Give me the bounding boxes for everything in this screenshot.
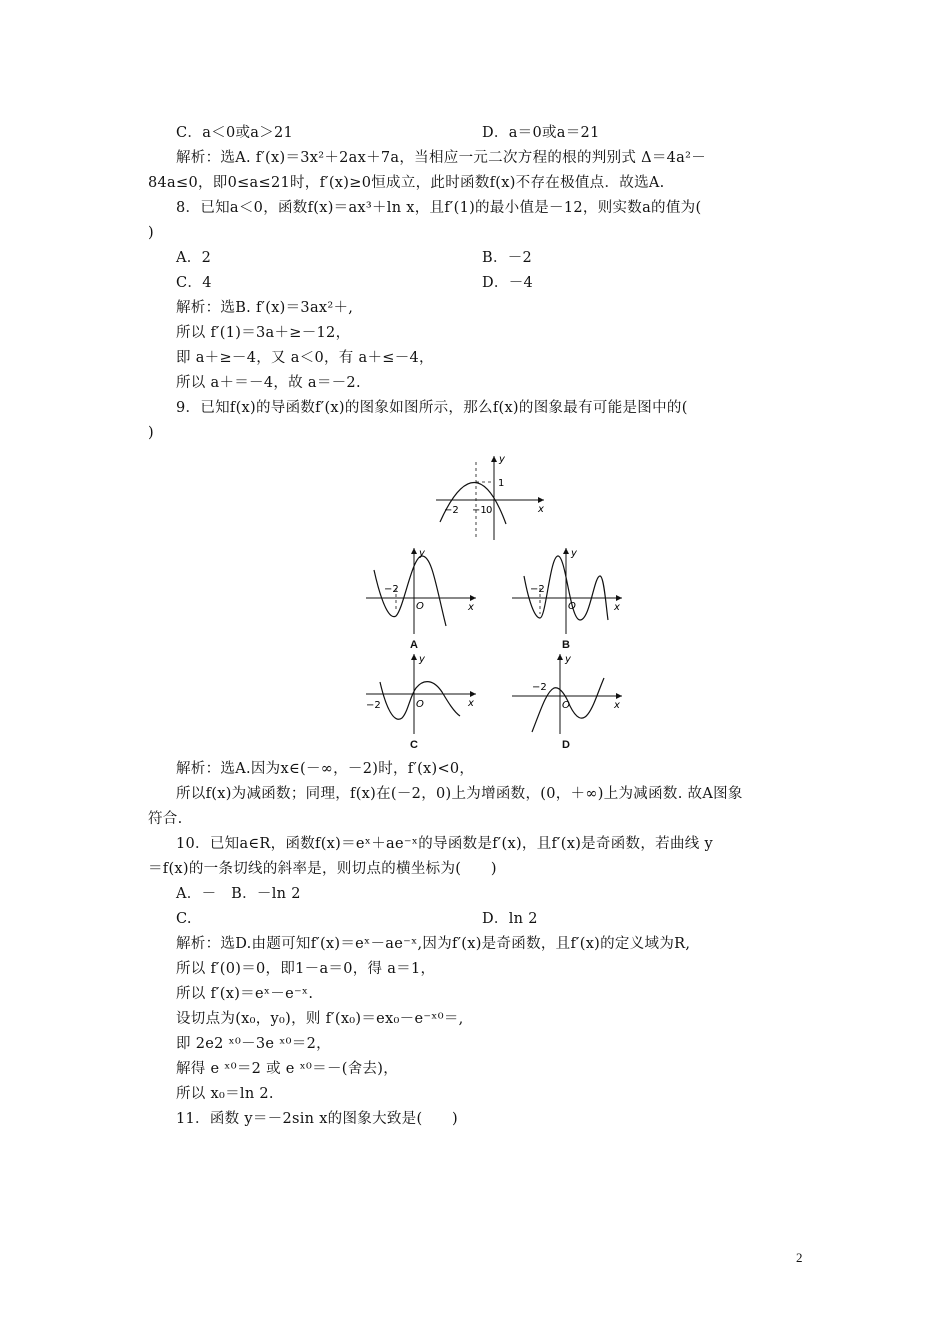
option-b-caption: B [562,639,570,651]
q8-option-b: B．－2 [482,250,533,266]
q10-answer-line-2: 所以 f′(0)＝0，即1－a＝0，得 a＝1， [176,961,436,977]
option-d-caption: D [562,739,570,751]
q8-answer-line-3: 即 a＋≥－4，又 a＜0，有 a＋≤－4， [176,350,434,366]
q10-answer-line-6: 解得 e ˣ⁰＝2 或 e ˣ⁰＝－(舍去)， [176,1061,399,1077]
graph-d-origin-label: O [562,700,570,711]
q7-answer-line-2: 84a≤0，即0≤a≤21时，f′(x)≥0恒成立，此时函数f(x)不存在极值点．故选A. [148,175,665,191]
q9-answer-line-2: 所以f(x)为减函数；同理，f(x)在(－2，0)上为增函数，(0，＋∞)上为减函数. 故A图象 [176,786,743,802]
q7-option-d: D．a＝0或a＝21 [482,125,600,141]
deriv-one-label: 1 [498,478,505,489]
page-number: 2 [796,1250,803,1265]
graph-b-x-label: x [614,602,620,613]
q8-option-d: D．－4 [482,275,534,291]
q8-stem: 8．已知a＜0，函数f(x)＝ax³＋ln x，且f′(1)的最小值是－12，则实数a的值为( [176,200,702,216]
graph-a-y-label: y [419,548,425,559]
deriv-neg1-label: −1 [472,505,487,516]
q7-answer-line-1: 解析：选A. f′(x)＝3x²＋2ax＋7a，当相应一元二次方程的根的判别式 Δ＝4a²－ [176,150,707,166]
graph-b-origin-label: O [568,601,576,612]
option-graph-d [510,652,628,736]
graph-c-neg2-label: −2 [366,700,381,711]
graph-a-x-label: x [468,602,474,613]
q10-options-ab: A．－ B．－ln 2 [176,886,301,902]
q10-option-d: D．ln 2 [482,911,538,927]
graph-d-neg2-label: −2 [532,682,547,693]
graph-a-neg2-label: −2 [384,584,399,595]
q10-answer-line-4: 设切点为(x₀，y₀)，则 f′(x₀)＝ex₀－e⁻ˣ⁰＝, [176,1011,464,1027]
q10-stem-2: ＝f(x)的一条切线的斜率是，则切点的横坐标为( ) [148,861,497,877]
q10-answer-line-3: 所以 f′(x)＝eˣ－e⁻ˣ. [176,986,314,1002]
graph-b-neg2-label: −2 [530,584,545,595]
q9-answer-line-3: 符合. [148,811,183,827]
graph-d-x-label: x [614,700,620,711]
option-a-caption: A [410,639,418,651]
graph-d-y-label: y [565,654,571,665]
q10-answer-line-5: 即 2e2 ˣ⁰－3e ˣ⁰＝2， [176,1036,331,1052]
q10-option-c: C. [176,911,192,927]
deriv-neg2-label: −2 [444,505,459,516]
q10-answer-line-1: 解析：选D.由题可知f′(x)＝eˣ－ae⁻ˣ,因为f′(x)是奇函数，且f′(x)的定义域为R, [176,936,691,952]
deriv-zero-label: 0 [486,505,493,516]
derivative-graph [432,452,552,542]
q11-stem: 11．函数 y＝－2sin x的图象大致是( ) [176,1111,458,1127]
option-graph-c [364,652,482,736]
graph-c-y-label: y [419,654,425,665]
q9-answer-line-1: 解析：选A.因为x∈(－∞，－2)时，f′(x)<0， [176,761,475,777]
q10-stem: 10．已知a∈R，函数f(x)＝eˣ＋ae⁻ˣ的导函数是f′(x)，且f′(x)是奇函数，若曲线 y [176,836,713,852]
option-graph-a [364,546,482,636]
q9-stem: 9．已知f(x)的导函数f′(x)的图象如图所示，那么f(x)的图象最有可能是图中的( [176,400,688,416]
q8-option-c: C．4 [176,275,212,291]
graph-c-x-label: x [468,698,474,709]
deriv-x-label: x [538,504,544,515]
q9-stem-close: ) [148,425,154,441]
option-c-caption: C [410,739,418,751]
q8-stem-close: ) [148,225,154,241]
q8-option-a: A．2 [176,250,212,266]
graph-c-origin-label: O [416,699,424,710]
deriv-y-label: y [499,454,505,465]
graph-b-y-label: y [571,548,577,559]
q8-answer-line-4: 所以 a＋＝－4，故 a＝－2. [176,375,361,391]
q8-answer-line-2: 所以 f′(1)＝3a＋≥－12， [176,325,351,341]
q8-answer-line-1: 解析：选B. f′(x)＝3ax²＋, [176,300,354,316]
q10-answer-line-7: 所以 x₀＝ln 2. [176,1086,274,1102]
q7-option-c: C．a＜0或a＞21 [176,125,294,141]
graph-a-origin-label: O [416,601,424,612]
option-graph-b [510,546,628,636]
